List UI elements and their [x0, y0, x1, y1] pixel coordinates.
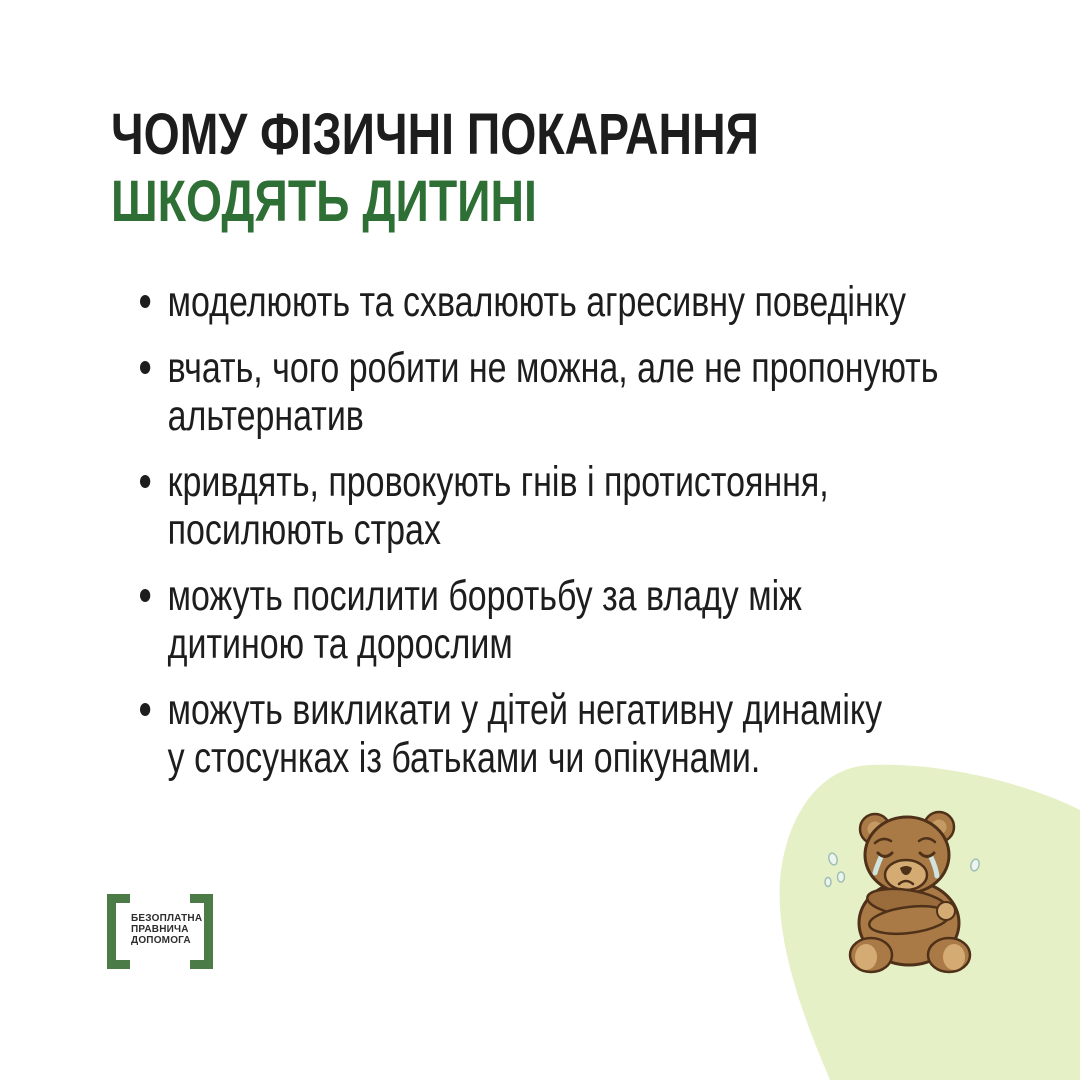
bullet-text: можуть посилити боротьбу за владу між: [167, 572, 802, 620]
bullet-text: вчать, чого робити не можна, але не пропонують: [167, 344, 939, 392]
bullet-dot-icon: [140, 589, 150, 602]
title-line-1: ЧОМУ ФІЗИЧНІ ПОКАРАННЯ: [111, 102, 759, 167]
list-item: [140, 344, 1080, 440]
title-line-2: ШКОДЯТЬ ДИТИНІ: [111, 169, 537, 234]
bullet-text: моделюють та схвалюють агресивну поведінку: [167, 278, 906, 326]
bullet-text: посилюють страх: [167, 506, 441, 554]
page-title: [111, 101, 759, 235]
list-item: [140, 572, 1080, 668]
bullet-list: [140, 278, 1080, 800]
list-item: [140, 458, 1080, 554]
list-item: [140, 278, 1080, 326]
logo-text-line-1: БЕЗОПЛАТНА: [131, 913, 203, 924]
logo-text-line-3: ДОПОМОГА: [131, 935, 191, 946]
bullet-text: кривдять, провокують гнів і протистояння,: [167, 458, 829, 506]
bullet-dot-icon: [140, 703, 150, 716]
bullet-text: альтернатив: [167, 392, 364, 440]
bullet-text: у стосунках із батьками чи опікунами.: [167, 734, 761, 782]
bullet-dot-icon: [140, 361, 150, 374]
logo-right-bracket-icon: [190, 894, 213, 969]
bullet-text: дитиною та дорослим: [167, 620, 513, 668]
legal-aid-logo: [107, 894, 213, 969]
bullet-dot-icon: [140, 295, 150, 308]
logo-left-bracket-icon: [107, 894, 130, 969]
list-item: [140, 686, 1080, 782]
bullet-dot-icon: [140, 475, 150, 488]
bullet-text: можуть викликати у дітей негативну динаміку: [167, 686, 883, 734]
logo-text-line-2: ПРАВНИЧА: [131, 924, 189, 935]
